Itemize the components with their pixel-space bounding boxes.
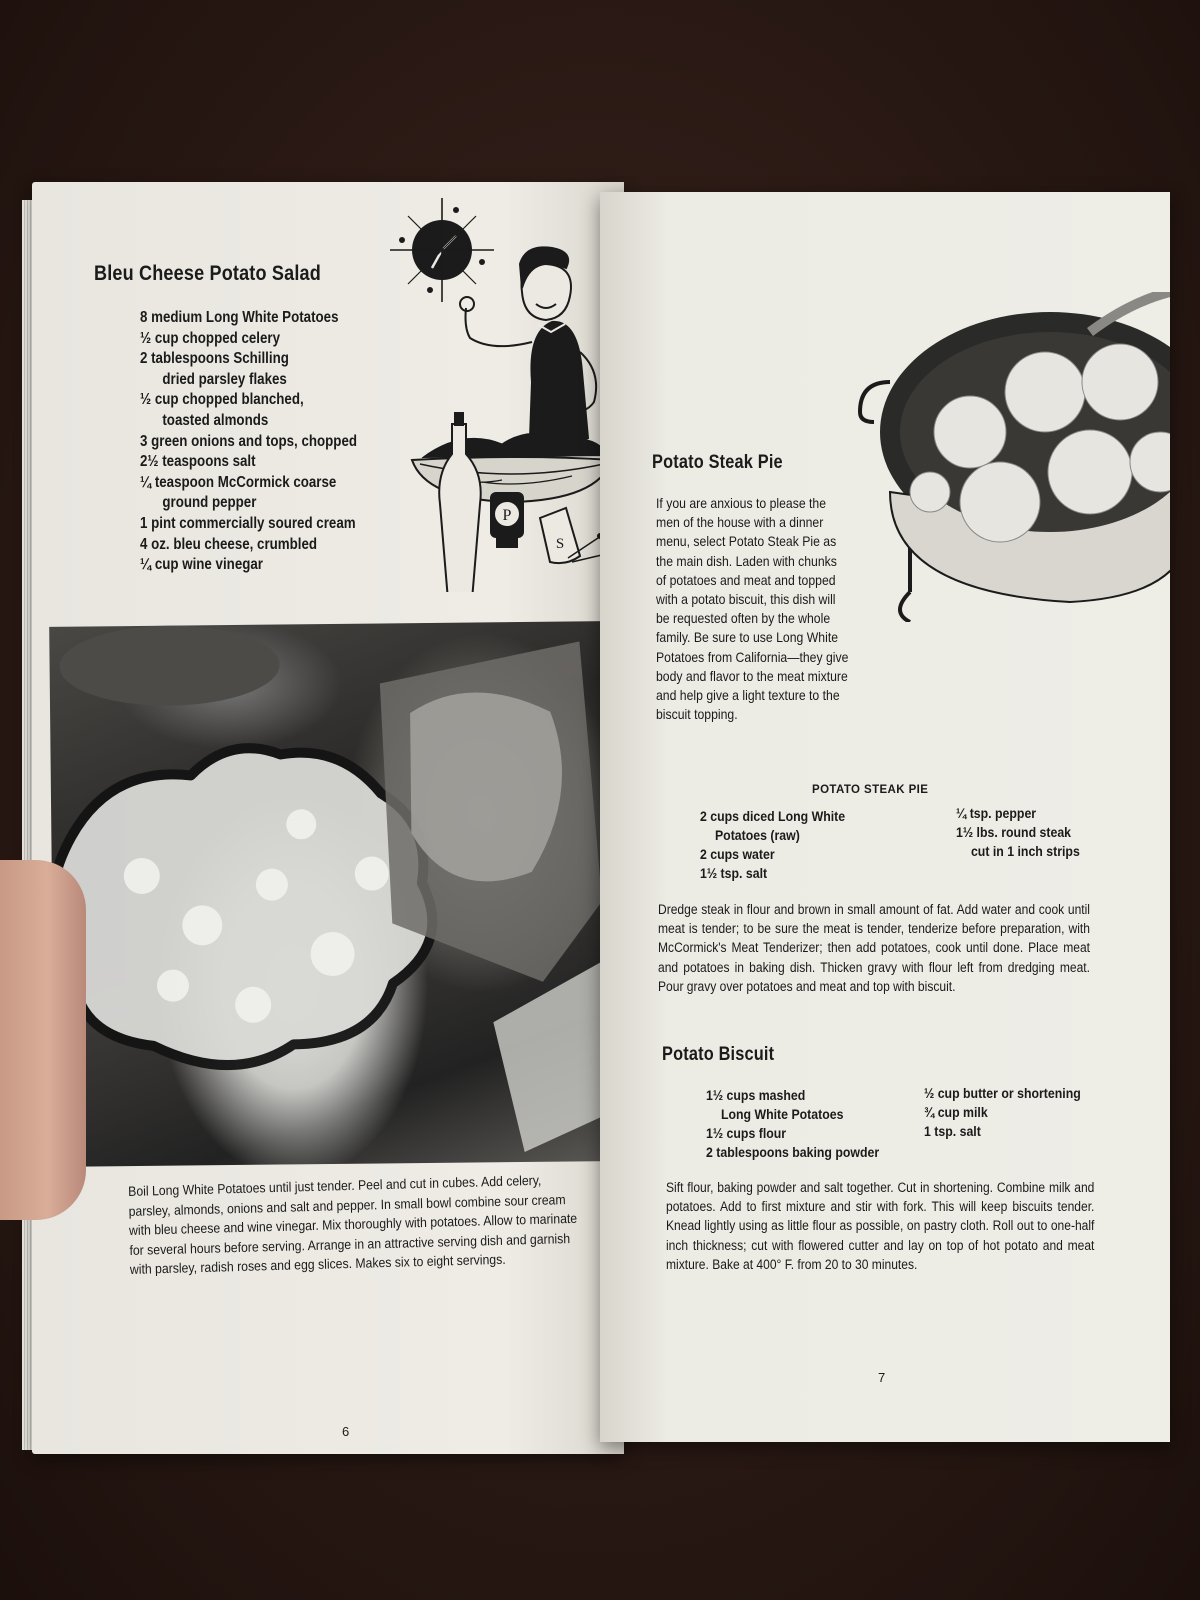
housewife-illustration: [372, 192, 617, 592]
ingredient-item: 2 cups water: [700, 846, 775, 862]
ingredient-list: [140, 308, 357, 576]
recipe-heading: POTATO STEAK PIE: [812, 784, 929, 796]
potato-salad-photo: [49, 621, 611, 1167]
biscuit-directions: Sift flour, baking powder and salt together. Cut in shortening. Combine milk and potatoes. Add to first mixture and stir with fork. This will keep biscuits tender. Knead lightly using as little flour as possible, on pastry cloth. Roll out to one-half inch thickness; cut with flowered cutter and lay on top of hot potato and meat mixture. Bake at 400° F. from 20 to 30 minutes.: [666, 1180, 1095, 1272]
ingredient-item: 1½ tsp. salt: [700, 865, 768, 881]
biscuit-ingredients-right: [924, 1084, 1081, 1141]
holding-thumb: [0, 860, 86, 1220]
biscuit-ingredients-left: [706, 1086, 879, 1162]
steak-pie-ingredients-right: [956, 804, 1080, 861]
ingredient-item: 1½ cups flour: [706, 1125, 787, 1141]
ingredient-item: Long White Potatoes: [720, 1106, 844, 1122]
ingredient-item: toasted almonds: [162, 411, 269, 429]
recipe-title-potato-steak-pie: Potato Steak Pie: [652, 452, 783, 473]
ingredient-item: 2½ teaspoons salt: [140, 453, 256, 471]
ingredient-item: ¾ cup milk: [924, 1104, 988, 1120]
ingredient-item: 1½ lbs. round steak: [956, 824, 1072, 840]
steak-pie-directions: Dredge steak in flour and brown in small amount of fat. Add water and cook until meat is tender; to be sure the meat is tender, tenderize before preparation, with McCormick's Meat Tenderizer; then add potatoes, cook until done. Place meat and potatoes in baking dish. Thicken gravy with flour left from dredging meat. Pour gravy over potatoes and meat and top with biscuit.: [658, 902, 1090, 994]
pepper-shaker-label: P: [502, 507, 512, 524]
ingredient-item: ¼ tsp. pepper: [956, 805, 1037, 821]
ingredient-item: ½ cup butter or shortening: [924, 1085, 1081, 1101]
ingredient-item: cut in 1 inch strips: [970, 843, 1080, 859]
potato-steak-pie-intro: If you are anxious to please the men of the house with a dinner menu, select Potato Steak Pie as the main dish. Laden with chunks of potatoes and meat and topped with a potato biscuit, this dish will be requested often by the whole family. Be sure to use Long White Potatoes from California—they give body and flavor to the meat mixture and help give a light texture to the biscuit topping.: [656, 496, 849, 723]
ingredient-item: 3 green onions and tops, chopped: [140, 432, 358, 450]
ingredient-item: 2 tablespoons baking powder: [706, 1144, 880, 1160]
ingredient-item: 4 oz. bleu cheese, crumbled: [140, 535, 318, 553]
ingredient-item: 1½ cups mashed: [706, 1087, 806, 1103]
bleu-cheese-directions: Boil Long White Potatoes until just tender. Peel and cut in cubes. Add celery, parsley, almonds, onions and salt and pepper. In small bowl combine sour cream with bleu cheese and wine vinegar. Mix thoroughly with potatoes. Allow to marinate for several hours before serving. Arrange in an attractive serving dish and garnish with parsley, radish roses and egg slices. Makes six to eight servings.: [128, 1172, 578, 1278]
ingredient-item: ½ cup chopped blanched,: [140, 391, 304, 409]
ingredient-item: ground pepper: [162, 494, 257, 512]
salt-shaker-label: S: [555, 536, 565, 552]
recipe-title-bleu-cheese: Bleu Cheese Potato Salad: [94, 262, 321, 285]
ingredient-item: ¼ teaspoon McCormick coarse: [140, 473, 337, 491]
ingredient-item: 1 pint commercially soured cream: [140, 514, 356, 532]
pepper-shaker-icon: [490, 492, 524, 548]
page-number-left: 6: [342, 1424, 350, 1439]
page-number-right: 7: [878, 1370, 886, 1385]
steak-pie-dish-photo: [850, 292, 1170, 622]
ingredient-item: 2 cups diced Long White: [700, 808, 846, 824]
right-page: [600, 192, 1170, 1442]
starburst-clock-icon: [390, 198, 494, 302]
steak-pie-ingredients-left: [700, 807, 845, 883]
ingredient-item: ¼ cup wine vinegar: [140, 556, 263, 574]
ingredient-item: Potatoes (raw): [714, 827, 800, 843]
ingredient-item: ½ cup chopped celery: [140, 329, 281, 347]
recipe-title-potato-biscuit: Potato Biscuit: [662, 1044, 775, 1065]
ingredient-item: dried parsley flakes: [162, 370, 287, 388]
ingredient-item: 8 medium Long White Potatoes: [140, 309, 339, 326]
ingredient-item: 2 tablespoons Schilling: [140, 350, 289, 368]
ingredient-item: 1 tsp. salt: [924, 1123, 981, 1139]
